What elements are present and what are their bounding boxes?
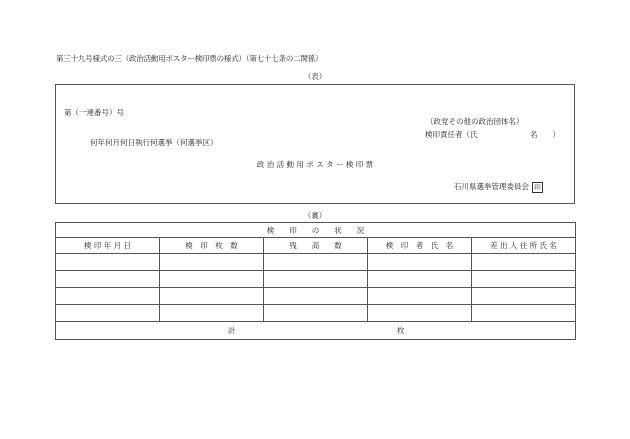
- table-cell: [160, 288, 264, 305]
- column-header: 検 印 者 氏 名: [368, 238, 472, 254]
- table-cell: [368, 305, 472, 322]
- table-cell: [56, 254, 160, 271]
- column-header: 残 高 数: [264, 238, 368, 254]
- column-header: 差 出 人 住 所 氏 名: [472, 238, 576, 254]
- table-cell: [264, 254, 368, 271]
- table-cell: [472, 305, 576, 322]
- table-cell: [160, 305, 264, 322]
- column-header: 検 印 年 月 日: [56, 238, 160, 254]
- table-row: [56, 288, 576, 305]
- table-cell: [368, 288, 472, 305]
- total-row: [56, 322, 576, 340]
- table-cell: [472, 288, 576, 305]
- table-cell: [368, 254, 472, 271]
- total-unit: 枚: [397, 326, 405, 335]
- table-cell: [56, 305, 160, 322]
- front-form-box: [55, 84, 575, 204]
- table-cell: [56, 288, 160, 305]
- table-row: [56, 305, 576, 322]
- table-cell: [368, 271, 472, 288]
- table-cell: [56, 271, 160, 288]
- document-title: 第三十九号様式の三（政治活動用ポスター検印票の様式）（第七十七条の二関係）: [56, 54, 323, 63]
- column-header-row: [56, 238, 576, 254]
- inspection-status-table: [55, 222, 576, 340]
- party-name-label: （政党その他の政治団体名）: [426, 117, 524, 126]
- table-cell: [472, 271, 576, 288]
- front-side-label: （表）: [303, 72, 327, 81]
- election-line: 何年何月何日執行何選挙（何選挙区）: [90, 138, 218, 147]
- issuer-name: 石川県選挙管理委員会: [454, 182, 529, 191]
- serial-number-label: 第（一連番号）号: [64, 108, 124, 117]
- table-cell: [160, 254, 264, 271]
- total-cell: [56, 322, 576, 340]
- table-row: [56, 271, 576, 288]
- section-header-row: [56, 223, 576, 238]
- seal-mark: 印: [532, 182, 543, 193]
- column-header: 検 印 枚 数: [160, 238, 264, 254]
- section-header: 検 印 の 状 況: [56, 223, 576, 238]
- total-label: 計: [228, 326, 236, 335]
- form-title: 政 治 活 動 用 ポ ス タ ー 検 印 票: [256, 160, 374, 169]
- table-cell: [160, 271, 264, 288]
- table-cell: [264, 305, 368, 322]
- table-cell: [472, 254, 576, 271]
- back-side-label: （裏）: [303, 211, 327, 220]
- table-cell: [264, 288, 368, 305]
- table-cell: [264, 271, 368, 288]
- seal-holder-label: 検印責任者（氏 名 ）: [425, 130, 560, 139]
- issuer-line: [454, 181, 543, 193]
- table-row: [56, 254, 576, 271]
